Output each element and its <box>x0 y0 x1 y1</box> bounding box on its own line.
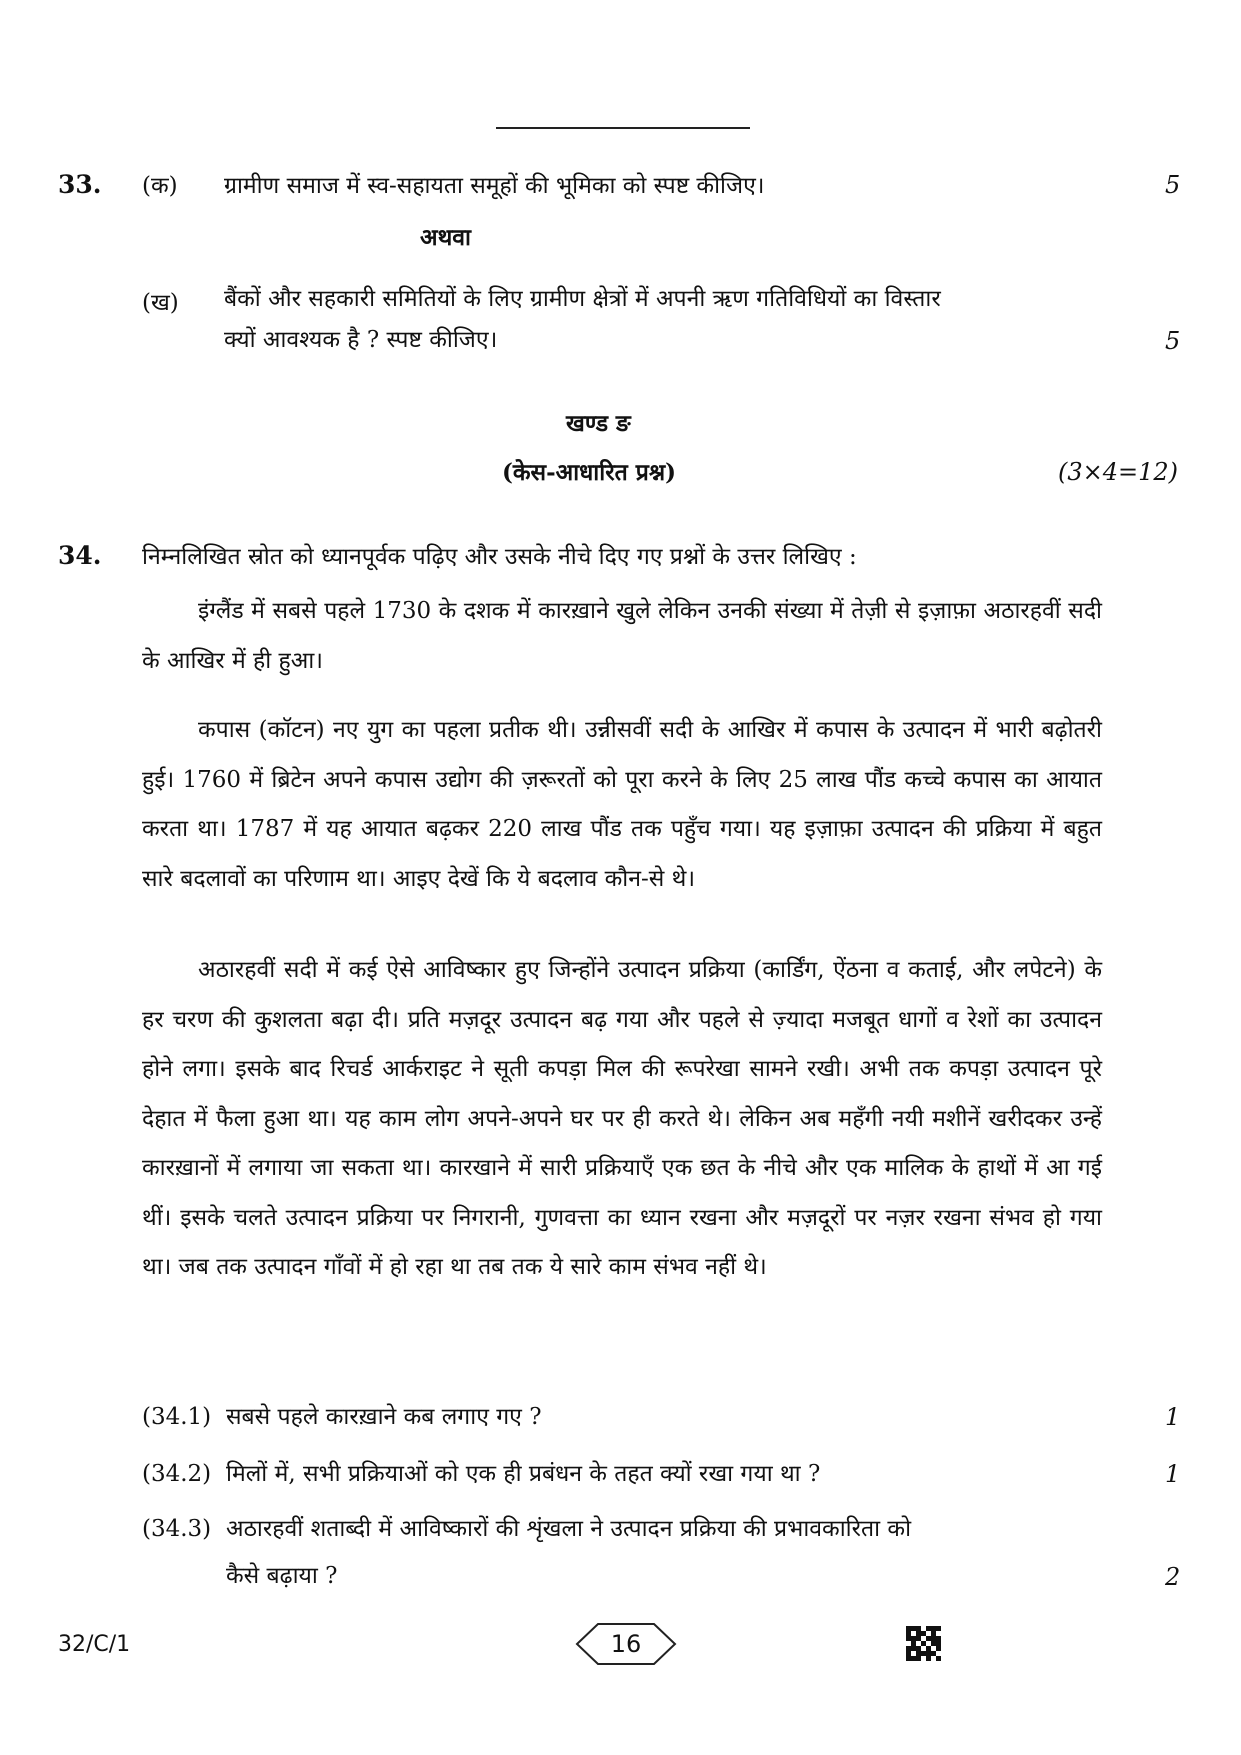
subq-34-3-marks: 2 <box>1165 1563 1181 1591</box>
subq-34-2-label: (34.2) <box>142 1461 212 1487</box>
subq-34-3-label: (34.3) <box>142 1516 212 1542</box>
subq-34-3-line2: कैसे बढ़ाया ? <box>226 1563 338 1589</box>
subq-34-2-text: मिलों में, सभी प्रक्रियाओं को एक ही प्रबंधन के तहत क्यों रखा गया था ? <box>226 1461 821 1487</box>
page-number-badge <box>574 1622 678 1666</box>
source-paragraph-3: अठारहवीं सदी में कई ऐसे आविष्कार हुए जिन्होंने उत्पादन प्रक्रिया (कार्डिंग, ऐंठना व कताई, और लपेटने) के हर चरण की कुशलता बढ़ा दी। प्रति मज़दूर उत्पादन बढ़ गया और पहले से ज़्यादा मजबूत धागों व रेशों का उत्पादन होने लगा। इसके बाद रिचर्ड आर्कराइट ने सूती कपड़ा मिल की रूपरेखा सामने रखी। अभी तक कपड़ा उत्पादन पूरे देहात में फैला हुआ था। यह काम लोग अपने-अपने घर पर ही करते थे। लेकिन अब महँगी नयी मशीनें खरीदकर उन्हें कारख़ानों में लगाया जा सकता था। कारखाने में सारी प्रक्रियाएँ एक छत के नीचे और एक मालिक के हाथों में आ गई थीं। इसके चलते उत्पादन प्रक्रिया पर निगरानी, गुणवत्ता का ध्यान रखना और मज़दूरों पर नज़र रखना संभव हो गया था। जब तक उत्पादन गाँवों में हो रहा था तब तक ये सारे काम संभव नहीं थे। <box>142 957 1102 1280</box>
qr-code-icon <box>906 1626 941 1661</box>
q33-part-b-line1: बैंकों और सहकारी समितियों के लिए ग्रामीण क्षेत्रों में अपनी ऋण गतिविधियों का विस्तार <box>224 286 941 312</box>
q33-part-b-marks: 5 <box>1165 327 1181 355</box>
q33-part-a-label: (क) <box>142 173 178 199</box>
top-divider <box>496 127 750 129</box>
section-title: खण्ड ङ <box>566 410 631 437</box>
subq-34-2-marks: 1 <box>1165 1460 1181 1488</box>
q34-instruction: निम्नलिखित स्रोत को ध्यानपूर्वक पढ़िए और उसके नीचे दिए गए प्रश्नों के उत्तर लिखिए : <box>142 544 857 570</box>
q34-number: 34. <box>58 541 102 570</box>
q33-part-a-marks: 5 <box>1165 171 1181 199</box>
subq-34-1-label: (34.1) <box>142 1404 212 1430</box>
q33-part-a-text: ग्रामीण समाज में स्व-सहायता समूहों की भूमिका को स्पष्ट कीजिए। <box>224 173 765 199</box>
section-subtitle: (केस-आधारित प्रश्न) <box>502 459 676 486</box>
q33-part-b-line2: क्यों आवश्यक है ? स्पष्ट कीजिए। <box>224 327 498 353</box>
paper-code: 32/C/1 <box>58 1632 131 1657</box>
subq-34-1-text: सबसे पहले कारख़ाने कब लगाए गए ? <box>226 1404 542 1430</box>
source-paragraph-1: इंग्लैंड में सबसे पहले 1730 के दशक में कारख़ाने खुले लेकिन उनकी संख्या में तेज़ी से इज़ाफ़ा अठारहवीं सदी के आखिर में ही हुआ। <box>142 598 1102 674</box>
section-marks: (3×4=12) <box>1058 458 1179 486</box>
subq-34-3-line1: अठारहवीं शताब्दी में आविष्कारों की शृंखला ने उत्पादन प्रक्रिया की प्रभावकारिता को <box>226 1516 912 1542</box>
q33-number: 33. <box>58 170 102 199</box>
source-paragraph-2: कपास (कॉटन) नए युग का पहला प्रतीक थी। उन्नीसवीं सदी के आखिर में कपास के उत्पादन में भारी बढ़ोतरी हुई। 1760 में ब्रिटेन अपने कपास उद्योग की ज़रूरतों को पूरा करने के लिए 25 लाख पौंड कच्चे कपास का आयात करता था। 1787 में यह आयात बढ़कर 220 लाख पौंड तक पहुँच गया। यह इज़ाफ़ा उत्पादन की प्रक्रिया में बहुत सारे बदलावों का परिणाम था। आइए देखें कि ये बदलाव कौन-से थे। <box>142 717 1102 892</box>
subq-34-1-marks: 1 <box>1165 1403 1181 1431</box>
page-number: 16 <box>610 1630 642 1658</box>
q33-or-text: अथवा <box>420 224 472 251</box>
q33-part-b-label: (ख) <box>142 290 179 316</box>
